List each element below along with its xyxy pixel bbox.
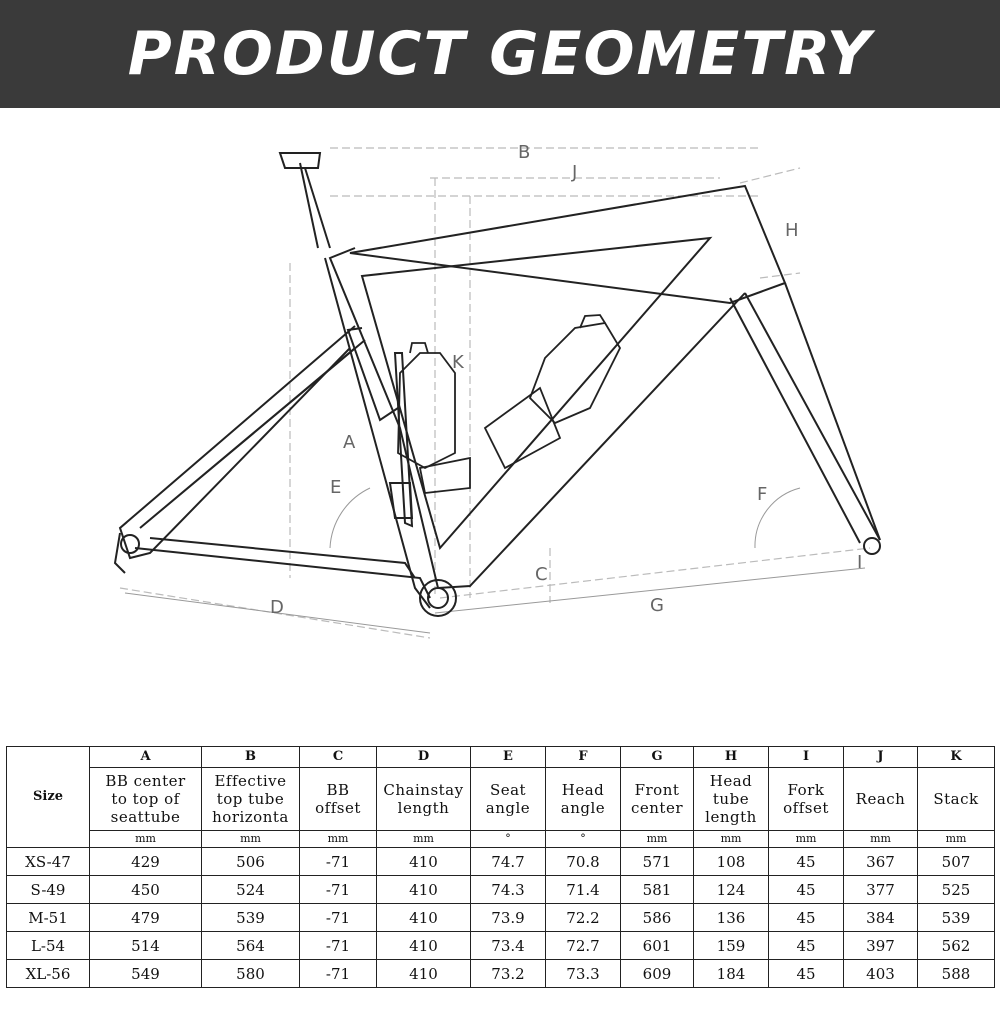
value-cell: -71 bbox=[300, 932, 377, 960]
column-description-line: offset bbox=[783, 799, 829, 817]
column-letter: F bbox=[546, 747, 621, 768]
column-description bbox=[844, 768, 918, 831]
value-cell: 571 bbox=[621, 848, 694, 876]
column-unit: ° bbox=[546, 831, 621, 848]
label-j: J bbox=[572, 162, 578, 183]
value-cell: 450 bbox=[90, 876, 202, 904]
frame-drawing bbox=[0, 108, 1000, 728]
value-cell: 45 bbox=[769, 876, 844, 904]
column-unit: mm bbox=[377, 831, 471, 848]
value-cell: 74.7 bbox=[471, 848, 546, 876]
column-description-line: horizonta bbox=[212, 808, 289, 826]
value-cell: 184 bbox=[694, 960, 769, 988]
column-description bbox=[471, 768, 546, 831]
column-description-line: top tube bbox=[216, 790, 285, 808]
value-cell: -71 bbox=[300, 960, 377, 988]
column-letter: A bbox=[90, 747, 202, 768]
column-unit: mm bbox=[844, 831, 918, 848]
value-cell: 539 bbox=[918, 904, 995, 932]
column-unit: mm bbox=[202, 831, 300, 848]
value-cell: 45 bbox=[769, 904, 844, 932]
value-cell: 73.4 bbox=[471, 932, 546, 960]
value-cell: 525 bbox=[918, 876, 995, 904]
label-f: F bbox=[757, 484, 768, 505]
size-cell: XS-47 bbox=[7, 848, 90, 876]
page-title: PRODUCT GEOMETRY bbox=[127, 19, 873, 89]
value-cell: 562 bbox=[918, 932, 995, 960]
column-description-line: Front bbox=[634, 781, 680, 799]
value-cell: 429 bbox=[90, 848, 202, 876]
value-cell: 45 bbox=[769, 848, 844, 876]
value-cell: 581 bbox=[621, 876, 694, 904]
column-description bbox=[377, 768, 471, 831]
value-cell: -71 bbox=[300, 904, 377, 932]
column-description-line: tube bbox=[712, 790, 750, 808]
value-cell: 609 bbox=[621, 960, 694, 988]
value-cell: 506 bbox=[202, 848, 300, 876]
column-description bbox=[90, 768, 202, 831]
column-description bbox=[300, 768, 377, 831]
table-row bbox=[7, 848, 995, 876]
value-cell: 71.4 bbox=[546, 876, 621, 904]
table-unit-row bbox=[7, 831, 995, 848]
label-e: E bbox=[330, 477, 342, 498]
size-cell: S-49 bbox=[7, 876, 90, 904]
value-cell: 73.3 bbox=[546, 960, 621, 988]
column-description-line: Chainstay bbox=[383, 781, 464, 799]
table-letter-row bbox=[7, 747, 995, 768]
column-description-line: angle bbox=[560, 799, 606, 817]
column-description bbox=[621, 768, 694, 831]
value-cell: -71 bbox=[300, 848, 377, 876]
value-cell: 410 bbox=[377, 848, 471, 876]
value-cell: 45 bbox=[769, 932, 844, 960]
value-cell: 549 bbox=[90, 960, 202, 988]
column-letter: B bbox=[202, 747, 300, 768]
column-description bbox=[202, 768, 300, 831]
value-cell: 507 bbox=[918, 848, 995, 876]
label-b: B bbox=[518, 142, 531, 163]
value-cell: 410 bbox=[377, 876, 471, 904]
column-description-line: BB center bbox=[105, 772, 186, 790]
label-i: I bbox=[857, 552, 863, 573]
value-cell: 397 bbox=[844, 932, 918, 960]
column-letter: G bbox=[621, 747, 694, 768]
column-letter: C bbox=[300, 747, 377, 768]
value-cell: 377 bbox=[844, 876, 918, 904]
column-letter: E bbox=[471, 747, 546, 768]
label-c: C bbox=[535, 564, 548, 585]
column-unit: mm bbox=[769, 831, 844, 848]
value-cell: 72.7 bbox=[546, 932, 621, 960]
column-unit: mm bbox=[918, 831, 995, 848]
value-cell: 367 bbox=[844, 848, 918, 876]
water-bottles bbox=[398, 315, 620, 493]
column-description-line: Seat bbox=[489, 781, 527, 799]
column-description-line: Stack bbox=[933, 790, 979, 808]
dimension-lines bbox=[120, 148, 870, 638]
column-letter: I bbox=[769, 747, 844, 768]
size-cell: M-51 bbox=[7, 904, 90, 932]
label-g: G bbox=[650, 595, 664, 616]
column-description bbox=[546, 768, 621, 831]
value-cell: 410 bbox=[377, 932, 471, 960]
value-cell: 45 bbox=[769, 960, 844, 988]
column-letter: H bbox=[694, 747, 769, 768]
value-cell: 410 bbox=[377, 904, 471, 932]
value-cell: 108 bbox=[694, 848, 769, 876]
value-cell: 479 bbox=[90, 904, 202, 932]
column-description-line: Reach bbox=[855, 790, 906, 808]
column-unit: mm bbox=[694, 831, 769, 848]
column-description-line: Head bbox=[709, 772, 753, 790]
column-letter: K bbox=[918, 747, 995, 768]
column-unit: mm bbox=[300, 831, 377, 848]
value-cell: 539 bbox=[202, 904, 300, 932]
column-unit: mm bbox=[621, 831, 694, 848]
value-cell: 601 bbox=[621, 932, 694, 960]
column-description-line: Effective bbox=[214, 772, 287, 790]
value-cell: 564 bbox=[202, 932, 300, 960]
frame-geometry-diagram bbox=[0, 108, 1000, 728]
size-cell: L-54 bbox=[7, 932, 90, 960]
column-description-line: Head bbox=[561, 781, 605, 799]
column-description-line: length bbox=[705, 808, 757, 826]
label-h: H bbox=[785, 220, 799, 241]
title-banner bbox=[0, 0, 1000, 108]
column-description-line: Fork bbox=[787, 781, 825, 799]
value-cell: 73.9 bbox=[471, 904, 546, 932]
label-k: K bbox=[452, 352, 464, 373]
column-description-line: seattube bbox=[110, 808, 181, 826]
column-description-line: BB bbox=[326, 781, 350, 799]
table-row bbox=[7, 876, 995, 904]
value-cell: 586 bbox=[621, 904, 694, 932]
column-description bbox=[918, 768, 995, 831]
size-header: Size bbox=[7, 747, 90, 848]
value-cell: 72.2 bbox=[546, 904, 621, 932]
value-cell: 70.8 bbox=[546, 848, 621, 876]
table-row bbox=[7, 932, 995, 960]
value-cell: 403 bbox=[844, 960, 918, 988]
column-description-line: offset bbox=[315, 799, 361, 817]
bike-frame bbox=[115, 153, 880, 608]
label-d: D bbox=[270, 597, 284, 618]
column-description-line: length bbox=[397, 799, 450, 817]
label-a: A bbox=[343, 432, 356, 453]
value-cell: 73.2 bbox=[471, 960, 546, 988]
value-cell: 524 bbox=[202, 876, 300, 904]
value-cell: 124 bbox=[694, 876, 769, 904]
value-cell: 410 bbox=[377, 960, 471, 988]
size-cell: XL-56 bbox=[7, 960, 90, 988]
column-description-line: center bbox=[630, 799, 683, 817]
column-description-line: angle bbox=[485, 799, 531, 817]
value-cell: 384 bbox=[844, 904, 918, 932]
column-description bbox=[694, 768, 769, 831]
geometry-table bbox=[6, 746, 995, 988]
column-unit: mm bbox=[90, 831, 202, 848]
table-description-row bbox=[7, 768, 995, 831]
value-cell: 588 bbox=[918, 960, 995, 988]
column-unit: ° bbox=[471, 831, 546, 848]
column-description bbox=[769, 768, 844, 831]
value-cell: 580 bbox=[202, 960, 300, 988]
table-row bbox=[7, 960, 995, 988]
column-description-line: to top of bbox=[111, 790, 180, 808]
value-cell: 514 bbox=[90, 932, 202, 960]
column-letter: D bbox=[377, 747, 471, 768]
value-cell: 159 bbox=[694, 932, 769, 960]
value-cell: 74.3 bbox=[471, 876, 546, 904]
value-cell: 136 bbox=[694, 904, 769, 932]
table-row bbox=[7, 904, 995, 932]
value-cell: -71 bbox=[300, 876, 377, 904]
column-letter: J bbox=[844, 747, 918, 768]
